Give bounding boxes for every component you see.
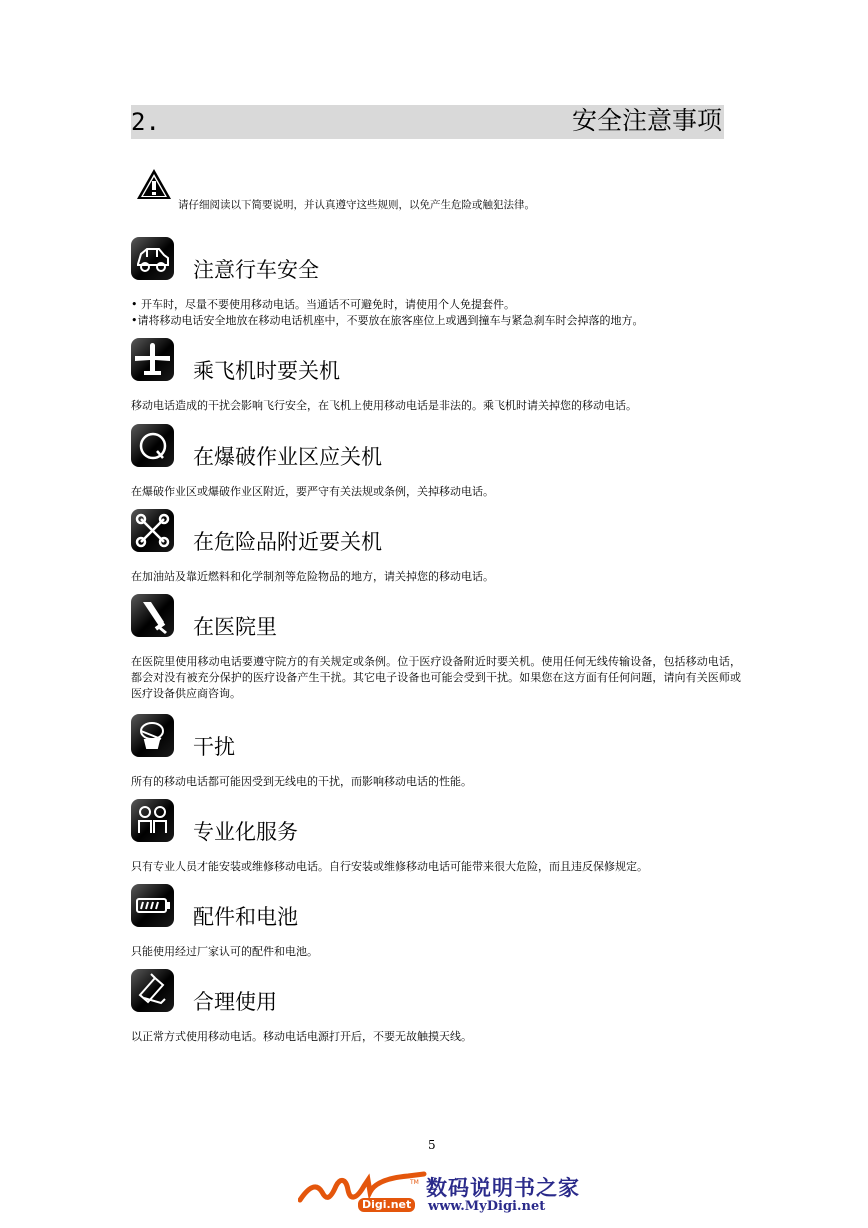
- section-title: 注意行车安全: [193, 258, 319, 282]
- footer-logo: [298, 1170, 578, 1220]
- section-title: 干扰: [193, 735, 235, 759]
- explosion-icon: [131, 424, 174, 467]
- svg-text:TM: TM: [410, 1179, 419, 1186]
- section-header-bar: [131, 105, 724, 139]
- logo-net-badge: Digi.net: [358, 1198, 415, 1212]
- section-body: [131, 1029, 741, 1045]
- battery-icon: [131, 884, 174, 927]
- section-title: 在爆破作业区应关机: [193, 445, 382, 469]
- car-icon: [131, 237, 174, 280]
- section-title: 在危险品附近要关机: [193, 530, 382, 554]
- body-paragraph: 在医院里使用移动电话要遵守院方的有关规定或条例。位于医疗设备附近时要关机。使用任何无线传输设备，包括移动电话，都会对没有被充分保护的医疗设备产生干扰。其它电子设备也可能会受到干扰。如果您在这方面有任何问题，请向有关医师或医疗设备供应商咨询。: [131, 655, 741, 700]
- section-title: 乘飞机时要关机: [193, 359, 340, 383]
- section-body: [131, 774, 741, 790]
- intro-text: 请仔细阅读以下简要说明，并认真遵守这些规则，以免产生危险或触犯法律。: [178, 199, 535, 211]
- warning-triangle-icon: [135, 167, 173, 201]
- body-line: 在加油站及靠近燃料和化学制剂等危险物品的地方，请关掉您的移动电话。: [131, 570, 494, 583]
- section-body: [131, 859, 741, 875]
- section-body: [131, 484, 741, 500]
- section-body: [131, 398, 741, 414]
- service-people-icon: [131, 799, 174, 842]
- body-line: 在爆破作业区或爆破作业区附近，要严守有关法规或条例，关掉移动电话。: [131, 485, 494, 498]
- section-title: 安全注意事项: [571, 106, 722, 135]
- section-title: 在医院里: [193, 615, 277, 639]
- body-line: •请将移动电话安全地放在移动电话机座中，不要放在旅客座位上或遇到撞车与紧急刹车时会掉落的地方。: [131, 314, 644, 327]
- body-line: 只有专业人员才能安装或维修移动电话。自行安装或维修移动电话可能带来很大危险，而且违反保修规定。: [131, 860, 648, 873]
- section-body: [131, 654, 741, 702]
- airplane-icon: [131, 338, 174, 381]
- site-name: 数码说明书之家: [426, 1176, 580, 1200]
- section-title: 合理使用: [193, 990, 277, 1014]
- body-line: 移动电话造成的干扰会影响飞行安全，在飞机上使用移动电话是非法的。乘飞机时请关掉您的移动电话。: [131, 399, 637, 412]
- body-line: • 开车时，尽量不要使用移动电话。当通话不可避免时，请使用个人免提套件。: [131, 298, 515, 311]
- body-line: 以正常方式使用移动电话。移动电话电源打开后，不要无故触摸天线。: [131, 1030, 472, 1043]
- section-title: 专业化服务: [193, 820, 298, 844]
- section-number: 2.: [131, 108, 160, 136]
- body-line: 所有的移动电话都可能因受到无线电的干扰，而影响移动电话的性能。: [131, 775, 472, 788]
- interference-icon: [131, 714, 174, 757]
- section-body: [131, 944, 741, 960]
- page-number: 5: [428, 1138, 436, 1152]
- syringe-icon: [131, 594, 174, 637]
- site-url: www.MyDigi.net: [428, 1199, 546, 1214]
- section-body: [131, 569, 741, 585]
- fuel-hazard-icon: [131, 509, 174, 552]
- phone-icon: [131, 969, 174, 1012]
- section-title: 配件和电池: [193, 905, 298, 929]
- section-body: [131, 297, 741, 329]
- body-line: 只能使用经过厂家认可的配件和电池。: [131, 945, 318, 958]
